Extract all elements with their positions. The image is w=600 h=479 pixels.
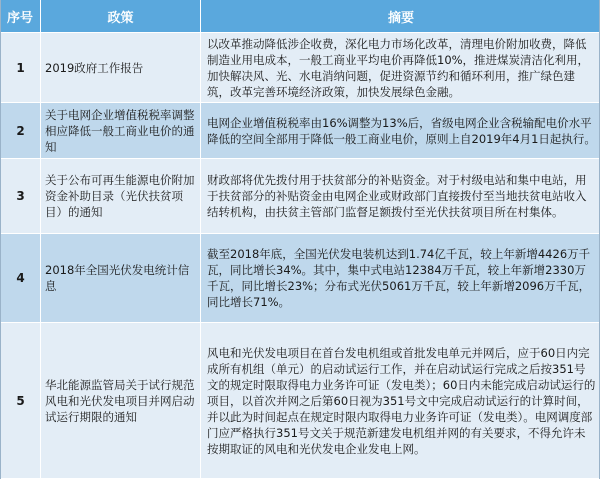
- table-row: [1, 234, 599, 323]
- header-no: 序号: [1, 0, 41, 32]
- policy-text: 2018年全国光伏发电统计信息: [45, 263, 190, 293]
- table-row: [1, 103, 599, 159]
- summary-text: 财政部将优先拨付用于扶贫部分的补贴资金。对于村级电站和集中电站，用于扶贫部分的补贴资金由电网企业或财政部门直接拨付至当地扶贫电站收入结转机构，由扶贫主管部门监督足额拨付至光伏扶贫项目所在村集体。: [207, 173, 587, 219]
- summary-cell: [201, 234, 600, 322]
- policy-cell: [41, 33, 201, 102]
- policy-cell: [41, 103, 201, 158]
- summary-cell: [201, 323, 600, 478]
- summary-text: 以改革推动降低涉企收费，深化电力市场化改革，清理电价附加收费，降低制造业用电成本，一般工商业平均电价再降低10%，推进煤炭清洁化利用，加快解决风、光、水电消纳问题，促进资源节约和循环利用，推广绿色建筑，改革完善环境经济政策，加快发展绿色金融。: [207, 36, 590, 99]
- policy-text: 华北能源监管局关于试行规范风电和光伏发电项目并网启动试运行期限的通知: [45, 377, 195, 424]
- policy-cell: [41, 323, 201, 478]
- table-row: [1, 159, 599, 234]
- policy-cell: [41, 234, 201, 322]
- row-number: 1: [1, 33, 41, 102]
- table-row: [1, 323, 599, 479]
- summary-cell: [201, 33, 600, 102]
- table-header: [1, 0, 599, 33]
- policy-text: 2019政府工作报告: [45, 60, 144, 75]
- header-policy: 政策: [41, 0, 201, 32]
- summary-cell: [201, 103, 600, 158]
- row-number: 2: [1, 103, 41, 158]
- policy-text: 关于公布可再生能源电价附加资金补助目录（光伏扶贫项目）的通知: [45, 173, 195, 219]
- row-number: 5: [1, 323, 41, 478]
- summary-text: 风电和光伏发电项目在首台发电机组或首批发电单元并网后，应于60日内完成所有机组（单元）的启动试运行工作，并在启动试运行完成之后按351号文的规定时限取得电力业务许可证（发电类）；60日内未能完成启动试运行的项目，以首次并网之后第60日视为351号文中完成启动试运行的计算时间，并以此为时间起点在规定时限内取得电力业务许可证（发电类）。电网调度部门应严格执行351号文关于规范新建发电机组并网的有关要求，不得允许未按期取证的风电和光伏发电企业发电上网。: [207, 345, 596, 456]
- header-summary: 摘要: [387, 10, 414, 26]
- policy-cell: [41, 159, 201, 233]
- summary-text: 截至2018年底，全国光伏发电装机达到1.74亿千瓦，较上年新增4426万千瓦，同比增长34%。其中，集中式电站12384万千瓦，较上年新增2330万千瓦，同比增长23%；分布式光伏5061万千瓦，较上年新增2096万千瓦，同比增长71%。: [207, 247, 591, 309]
- summary-text: 电网企业增值税税率由16%调整为13%后，省级电网企业含税输配电价水平降低的空间全部用于降低一般工商业电价，原则上自2019年4月1日起执行。: [207, 115, 596, 146]
- row-number: 3: [1, 159, 41, 233]
- table-row: [1, 33, 599, 103]
- summary-cell: [201, 159, 600, 233]
- policy-text: 关于电网企业增值税税率调整相应降低一般工商业电价的通知: [45, 107, 195, 154]
- row-number: 4: [1, 234, 41, 322]
